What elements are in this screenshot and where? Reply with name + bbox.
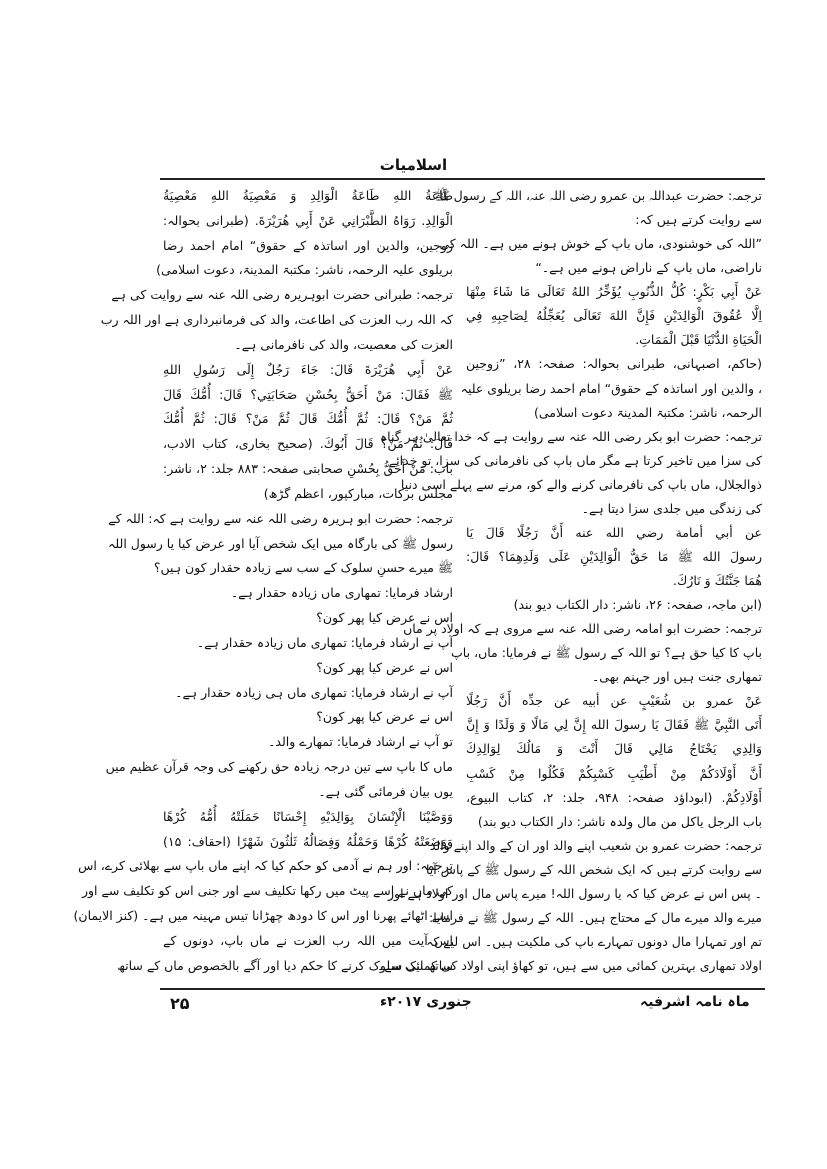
header-divider: [160, 178, 765, 180]
text-line: کی زندگی میں جلدی سزا دیتا ہے۔: [581, 500, 762, 516]
text-line: ترجمہ: اور ہم نے آدمی کو حکم کیا کہ اپنے ماں باپ سے بھلائی کرے، اس: [78, 858, 453, 874]
text-line: مجلس برکات، مبارکپور، اعظم گڑھ): [263, 485, 453, 501]
text-line: کی ماں نے اسے پیٹ میں رکھا تکلیف سے اور جنی اس کو تکلیف سے اور: [81, 883, 453, 899]
text-line: تو آپ نے ارشاد فرمایا: تمھارے والد۔: [268, 734, 453, 750]
text-line: اس آیت میں اللہ رب العزت نے ماں باپ، دونوں کے: [163, 932, 453, 948]
text-line: أَوْلَادِكُمْ. (ابوداؤد صفحہ: ۹۴۸، جلد: ۲، کتاب البیوع،: [466, 789, 762, 805]
text-line: ذوالجلال، ماں باپ کی نافرمانی کرنے والے کو، مرنے سے پہلے اسی دنیا: [400, 476, 762, 492]
text-line: الْوَالِدِ. رَوَاهُ الطَّبْرَانِي عَنْ أَبِي هُرَيْرَةَ. (طبرانی بحوالہ:: [163, 212, 453, 228]
text-line: اس نے عرض کیا پھر کون؟: [316, 709, 453, 725]
text-line: ترجمہ: حضرت عبداللہ بن عمرو رضی اللہ عنہ، اللہ کے رسول ﷺ: [434, 188, 762, 203]
text-line: ترجمہ: حضرت ابو ہریرہ رضی اللہ عنہ سے روایت ہے کہ: اللہ کے: [108, 510, 453, 526]
text-line: اولاد تمھاری بہترین کمائی میں سے ہیں، تو کھاؤ اپنی اولاد کی کمائی سے۔: [377, 958, 762, 973]
text-line: عَنْ عمرو بن شُعَيْبٍ عن أبيه عن جدِّه أَنَّ رَجُلًا: [466, 693, 762, 709]
section-title: اسلامیات: [379, 156, 448, 174]
text-line: الرحمہ، ناشر: مکتبۃ المدینۃ دعوت اسلامی): [534, 404, 762, 420]
text-line: ترجمہ: حضرت ابو بکر رضی اللہ عنہ سے روایت ہے کہ خدا تعالیٰ ہر گناہ: [379, 428, 762, 444]
text-line: اس نے عرض کیا پھر کون؟: [316, 659, 453, 675]
text-line: وَالِدِي يَحْتَاجُ مَالِي قَالَ أَنْتَ وَ مَالُكَ لِوَالِدِكَ: [466, 741, 762, 757]
text-line: طَاعَةُ اللهِ طَاعَةُ الْوَالِدِ وَ مَعْصِيَةُ اللهِ مَعْصِيَةُ: [163, 188, 453, 203]
text-line: هُمَا جَنَّتُكَ وَ نَارُكَ.: [673, 573, 762, 588]
text-line: عَنْ أَبِي بَكْرٍ: كُلُّ الذُّنُوبِ يُؤَخِّرُ اللهُ تَعَالَى مَا شَاءَ مِنْهَا: [466, 284, 762, 300]
text-line: ماں کا باپ سے تین درجہ زیادہ حق رکھنے کی وجہ قرآن عظیم میں: [105, 759, 453, 775]
text-line: أَنَّ أَوْلَادَكُمْ مِنْ أَطْيَبِ كَسْبِكُمْ فَكُلُوا مِنْ كَسْبِ: [466, 765, 762, 781]
text-line: سے روایت کرتے ہیں کہ:: [635, 212, 762, 228]
text-line: اِلَّا عُقُوقَ الْوَالِدَيْنِ فَإِنَّ اللهَ تَعَالَى يُعَجِّلُهُ لِصَاحِبِهِ فِي: [466, 308, 762, 324]
text-line: ثُمَّ مَنْ؟ قَالَ: ثُمَّ أُمُّكَ قَالَ ثُمَّ مَنْ؟ قَالَ: ثُمَّ أُمُّكَ: [163, 411, 453, 427]
text-line: یوں بیان فرمائی گئی ہے۔: [318, 783, 453, 799]
page-number: ۲۵: [170, 994, 190, 1013]
text-line: باب الرجل یاکل من مال ولدہ ناشر: دار الکتاب دیو بند): [477, 813, 762, 829]
text-line: رسولَ الله ﷺ مَا حَقُّ الْوَالِدَيْنِ عَلَى وَلَدِهِمَا؟ قَالَ:: [466, 548, 762, 564]
text-line: ساتھ نیک سلوک کرنے کا حکم دیا اور آگے بالخصوص ماں کے ساتھ: [117, 957, 453, 973]
text-line: کہ اللہ رب العزت کی اطاعت، والد کی فرمانبرداری ہے اور اللہ رب: [100, 312, 453, 328]
text-line: أَتَى النَّبِيَّ ﷺ فَقَالَ يَا رسولَ الله إِنَّ لِي مَالًا وَ وَلَدًا وَ إِنَّ: [466, 717, 762, 733]
text-line: زوجین، والدین اور اساتذہ کے حقوق“ امام احمد رضا: [163, 237, 453, 253]
text-line: رسول ﷺ کی بارگاہ میں ایک شخص آیا اور عرض کیا یا رسول اللہ: [108, 535, 453, 551]
text-line: باپ کا کیا حق ہے؟ تو اللہ کے رسول ﷺ نے فرمایا: ماں، باپ: [451, 645, 762, 661]
text-line: ﷺ میرے حسنِ سلوک کے سب سے زیادہ حقدار کون ہیں؟: [153, 560, 453, 576]
text-line: عن أبي أمامة رضي الله عنه أَنَّ رَجُلًا قَالَ يَا: [466, 524, 762, 540]
text-line: کی سزا میں تاخیر کرتا ہے مگر ماں باپ کی نافرمانی کی سزا، تو خدائے: [388, 452, 762, 468]
text-line: ۔ پس اس نے عرض کیا کہ یا رسول اللہ! میرے پاس مال اور اولاد ہے اور: [388, 885, 762, 901]
text-line: باب: مَنْ أَحَقُّ بِحُسْنِ صحابتی صفحہ: ۸۸۳ جلد: ۲، ناشر:: [163, 461, 453, 477]
magazine-name: ماہ نامہ اشرفیہ: [640, 994, 750, 1010]
text-line: ترجمہ: حضرت عمرو بن شعیب اپنے والد اور ان کے والد اپنے والد: [429, 837, 762, 853]
text-line: میرے والد میرے مال کے محتاج ہیں۔ اللہ کے رسول ﷺ نے فرمایا:: [429, 909, 762, 925]
text-line: ارشاد فرمایا: تمھاری ماں زیادہ حقدار ہے۔: [230, 585, 453, 601]
text-line: ترجمہ: حضرت ابو امامہ رضی اللہ عنہ سے مروی ہے کہ اولاد پر ماں: [403, 621, 762, 637]
text-line: آپ نے ارشاد فرمایا: تمھاری ماں ہی زیادہ حقدار ہے۔: [175, 684, 453, 700]
text-line: ناراضی، ماں باپ کے ناراض ہونے میں ہے۔“: [535, 260, 762, 276]
text-line: بریلوی علیہ الرحمہ، ناشر: مکتبۃ المدینۃ، دعوت اسلامی): [156, 262, 453, 278]
text-line: قَالَ: ثُمَّ مَنْ؟ قَالَ أَبُوكَ. (صحیح بخاری، کتاب الادب،: [163, 436, 453, 452]
text-line: العزت کی معصیت، والد کی نافرمانی ہے۔: [234, 336, 453, 352]
text-line: وَوَضَعَتْهُ كُرْهًا وَحَمْلُهُ وَفِصَالُهُ ثَلٰثُونَ شَهْرًا (احقاف: ۱۵): [163, 833, 453, 849]
text-line: وَوَصَّيْنَا الْإِنْسَانَ بِوَالِدَيْهِ إِحْسَانًا حَمَلَتْهُ أُمُّهُ كُرْهًا: [163, 808, 453, 824]
text-line: (حاکم، اصبہانی، طبرانی بحوالہ: صفحہ: ۲۸، ”زوجین: [466, 356, 762, 372]
text-line: تم اور تمہارا مال دونوں تمہارے باپ کی ملکیت ہیں۔ اس لیے کہ: [426, 933, 762, 949]
left-column: [73, 186, 453, 976]
text-line: ”اللہ کی خوشنودی، ماں باپ کے خوش ہونے میں ہے۔ اللہ کی: [439, 236, 762, 252]
issue-date: جنوری ۲۰۱۷ء: [380, 994, 472, 1010]
text-line: آپ نے ارشاد فرمایا: تمھاری ماں زیادہ حقدار ہے۔: [196, 634, 453, 650]
text-line: سے روایت کرتے ہیں کہ ایک شخص اللہ کے رسول ﷺ کے پاس آیا: [425, 861, 762, 877]
text-line: (ابن ماجہ، صفحہ: ۲۶، ناشر: دار الکتاب دیو بند): [513, 597, 762, 613]
text-line: اسے اٹھائے پھرنا اور اس کا دودھ چھڑانا تیس مہینہ میں ہے۔ (کنز الایمان): [73, 908, 453, 924]
text-line: ﷺ فَقَالَ: مَنْ أَحَقُّ بِحُسْنِ صَحَابَتِي؟ قَالَ: أُمُّكَ قَالَ: [163, 386, 453, 402]
text-line: ، والدین اور اساتذہ کے حقوق“ امام احمد رضا بریلوی علیہ: [460, 380, 762, 396]
text-line: الْحَيَاةِ الدُّنْيَا قَبْلَ الْمَمَاتِ.: [635, 332, 762, 348]
text-line: تمھاری جنت ہیں اور جہنم بھی۔: [591, 669, 762, 685]
text-line: اس نے عرض کیا پھر کون؟: [316, 610, 453, 626]
footer-divider: [160, 988, 765, 990]
text-line: ترجمہ: طبرانی حضرت ابوہریرہ رضی اللہ عنہ سے روایت کی ہے: [111, 287, 453, 303]
text-line: عَنْ أَبِي هُرَيْرَةَ قَالَ: جَاءَ رَجُلٌ إِلَى رَسُولِ اللهِ: [163, 361, 453, 377]
